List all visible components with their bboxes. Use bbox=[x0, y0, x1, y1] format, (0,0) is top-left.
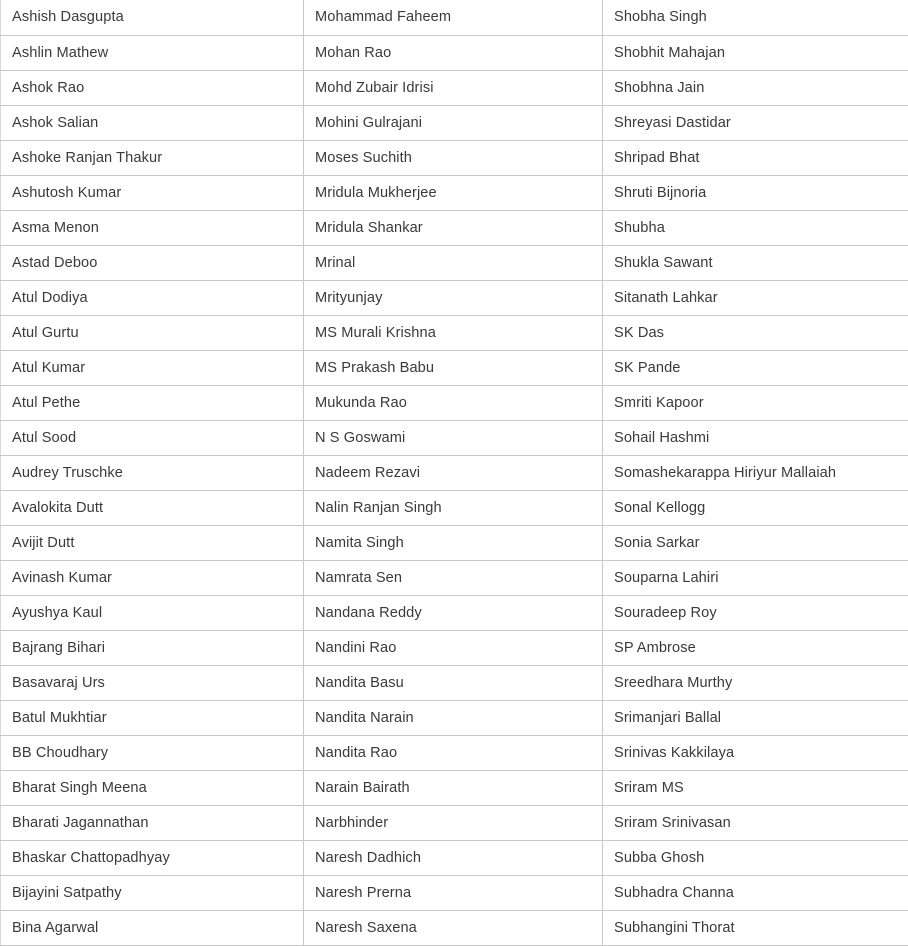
table-row bbox=[1, 35, 908, 70]
table-row bbox=[1, 175, 908, 210]
table-cell-name: Sitanath Lahkar bbox=[603, 280, 908, 315]
table-cell-name: Avalokita Dutt bbox=[1, 490, 304, 525]
table-cell-name: Naresh Dadhich bbox=[304, 840, 603, 875]
table-row bbox=[1, 700, 908, 735]
table-cell-name: Souradeep Roy bbox=[603, 595, 908, 630]
table-cell-name: Atul Kumar bbox=[1, 350, 304, 385]
table-cell-name: Batul Mukhtiar bbox=[1, 700, 304, 735]
table-cell-name: Srimanjari Ballal bbox=[603, 700, 908, 735]
table-cell-name: Atul Sood bbox=[1, 420, 304, 455]
table-cell-name: Shukla Sawant bbox=[603, 245, 908, 280]
table-cell-name: MS Prakash Babu bbox=[304, 350, 603, 385]
table-cell-name: Sreedhara Murthy bbox=[603, 665, 908, 700]
table-cell-name: Ayushya Kaul bbox=[1, 595, 304, 630]
table-cell-name: Nandita Rao bbox=[304, 735, 603, 770]
table-cell-name: Ashlin Mathew bbox=[1, 35, 304, 70]
table-cell-name: Astad Deboo bbox=[1, 245, 304, 280]
table-cell-name: Shreyasi Dastidar bbox=[603, 105, 908, 140]
table-row bbox=[1, 455, 908, 490]
table-cell-name: Subhangini Thorat bbox=[603, 910, 908, 945]
table-row bbox=[1, 665, 908, 700]
table-cell-name: Nandita Basu bbox=[304, 665, 603, 700]
table-cell-name: Bina Agarwal bbox=[1, 910, 304, 945]
table-cell-name: Mridula Shankar bbox=[304, 210, 603, 245]
table-cell-name: Narbhinder bbox=[304, 805, 603, 840]
table-row bbox=[1, 525, 908, 560]
table-cell-name: Mohan Rao bbox=[304, 35, 603, 70]
table-cell-name: Mukunda Rao bbox=[304, 385, 603, 420]
table-cell-name: Sonia Sarkar bbox=[603, 525, 908, 560]
table-cell-name: Naresh Prerna bbox=[304, 875, 603, 910]
table-cell-name: Ashutosh Kumar bbox=[1, 175, 304, 210]
table-cell-name: Basavaraj Urs bbox=[1, 665, 304, 700]
table-cell-name: Mrityunjay bbox=[304, 280, 603, 315]
table-row bbox=[1, 280, 908, 315]
table-row bbox=[1, 245, 908, 280]
table-cell-name: Souparna Lahiri bbox=[603, 560, 908, 595]
table-row bbox=[1, 385, 908, 420]
table-cell-name: Namita Singh bbox=[304, 525, 603, 560]
table-cell-name: Atul Gurtu bbox=[1, 315, 304, 350]
table-row bbox=[1, 490, 908, 525]
table-row bbox=[1, 770, 908, 805]
table-row bbox=[1, 210, 908, 245]
table-row bbox=[1, 315, 908, 350]
table-cell-name: Ashish Dasgupta bbox=[1, 0, 304, 35]
table-row bbox=[1, 350, 908, 385]
table-row bbox=[1, 735, 908, 770]
table-cell-name: Sonal Kellogg bbox=[603, 490, 908, 525]
table-cell-name: Avinash Kumar bbox=[1, 560, 304, 595]
table-row bbox=[1, 420, 908, 455]
table-cell-name: Mohd Zubair Idrisi bbox=[304, 70, 603, 105]
table-row bbox=[1, 840, 908, 875]
table-row bbox=[1, 595, 908, 630]
table-cell-name: MS Murali Krishna bbox=[304, 315, 603, 350]
table-cell-name: Asma Menon bbox=[1, 210, 304, 245]
table-cell-name: N S Goswami bbox=[304, 420, 603, 455]
table-cell-name: Nadeem Rezavi bbox=[304, 455, 603, 490]
table-cell-name: Ashok Salian bbox=[1, 105, 304, 140]
table-cell-name: Sriram MS bbox=[603, 770, 908, 805]
table-cell-name: Ashoke Ranjan Thakur bbox=[1, 140, 304, 175]
table-row bbox=[1, 805, 908, 840]
table-cell-name: Avijit Dutt bbox=[1, 525, 304, 560]
table-cell-name: Nalin Ranjan Singh bbox=[304, 490, 603, 525]
table-row bbox=[1, 0, 908, 35]
table-cell-name: Narain Bairath bbox=[304, 770, 603, 805]
table-cell-name: Atul Pethe bbox=[1, 385, 304, 420]
table-cell-name: SK Pande bbox=[603, 350, 908, 385]
table-cell-name: Namrata Sen bbox=[304, 560, 603, 595]
table-cell-name: Nandini Rao bbox=[304, 630, 603, 665]
table-cell-name: Naresh Saxena bbox=[304, 910, 603, 945]
table-cell-name: Mohammad Faheem bbox=[304, 0, 603, 35]
table-cell-name: Sohail Hashmi bbox=[603, 420, 908, 455]
table-cell-name: Bhaskar Chattopadhyay bbox=[1, 840, 304, 875]
table-row bbox=[1, 875, 908, 910]
table-cell-name: Subba Ghosh bbox=[603, 840, 908, 875]
table-cell-name: Mridula Mukherjee bbox=[304, 175, 603, 210]
table-cell-name: Shripad Bhat bbox=[603, 140, 908, 175]
table-cell-name: Srinivas Kakkilaya bbox=[603, 735, 908, 770]
table-cell-name: SP Ambrose bbox=[603, 630, 908, 665]
table-cell-name: Sriram Srinivasan bbox=[603, 805, 908, 840]
table-cell-name: Ashok Rao bbox=[1, 70, 304, 105]
table-cell-name: Shobhna Jain bbox=[603, 70, 908, 105]
table-cell-name: Atul Dodiya bbox=[1, 280, 304, 315]
table-cell-name: Smriti Kapoor bbox=[603, 385, 908, 420]
table-cell-name: Bharati Jagannathan bbox=[1, 805, 304, 840]
table-row bbox=[1, 560, 908, 595]
table-row bbox=[1, 140, 908, 175]
table-cell-name: Bajrang Bihari bbox=[1, 630, 304, 665]
table-row bbox=[1, 910, 908, 945]
table-cell-name: Nandana Reddy bbox=[304, 595, 603, 630]
table-cell-name: Moses Suchith bbox=[304, 140, 603, 175]
table-cell-name: Shobhit Mahajan bbox=[603, 35, 908, 70]
table-cell-name: Somashekarappa Hiriyur Mallaiah bbox=[603, 455, 908, 490]
table-cell-name: Shruti Bijnoria bbox=[603, 175, 908, 210]
table-cell-name: Shobha Singh bbox=[603, 0, 908, 35]
table-cell-name: Nandita Narain bbox=[304, 700, 603, 735]
table-row bbox=[1, 105, 908, 140]
table-cell-name: Bijayini Satpathy bbox=[1, 875, 304, 910]
table-row bbox=[1, 630, 908, 665]
table-cell-name: Subhadra Channa bbox=[603, 875, 908, 910]
table-row bbox=[1, 70, 908, 105]
table-cell-name: SK Das bbox=[603, 315, 908, 350]
table-cell-name: Mrinal bbox=[304, 245, 603, 280]
table-cell-name: BB Choudhary bbox=[1, 735, 304, 770]
names-table-body bbox=[1, 0, 908, 945]
table-cell-name: Mohini Gulrajani bbox=[304, 105, 603, 140]
table-cell-name: Shubha bbox=[603, 210, 908, 245]
table-cell-name: Audrey Truschke bbox=[1, 455, 304, 490]
table-cell-name: Bharat Singh Meena bbox=[1, 770, 304, 805]
